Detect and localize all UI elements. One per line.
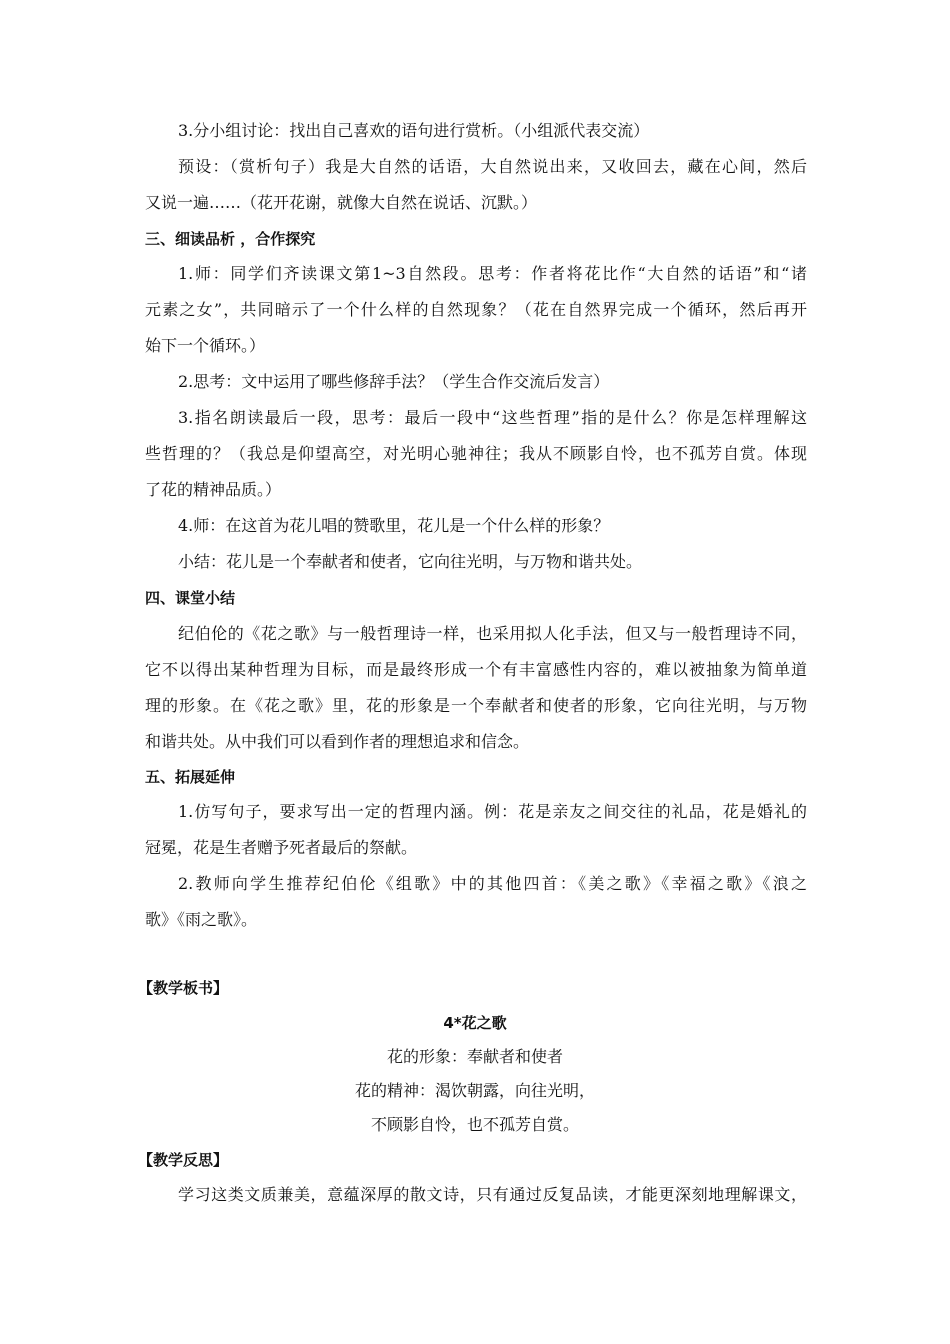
s4-line-3: 理的形象。在《花之歌》里，花的形象是一个奉献者和使者的形象，它向往光明，与万物 xyxy=(145,696,807,715)
section-4-heading: 四、课堂小结 xyxy=(145,589,236,607)
s3-item-3-line-3: 了花的精神品质。） xyxy=(145,480,282,499)
section-3-heading: 三、细读品析 ，合作探究 xyxy=(145,230,316,248)
board-line-3: 不顾影自怜，也不孤芳自赏。 xyxy=(370,1115,579,1134)
board-line-2: 花的精神：渴饮朝露，向往光明， xyxy=(354,1081,595,1100)
preset-line-1: 预设：（赏析句子）我是大自然的话语，大自然说出来，又收回去，藏在心间，然后 xyxy=(178,157,807,176)
s4-line-1: 纪伯伦的《花之歌》与一般哲理诗一样，也采用拟人化手法，但又与一般哲理诗不同， xyxy=(178,624,807,643)
s3-item-1-line-3: 始下一个循环。） xyxy=(145,336,266,355)
s5-item-1-line-1: 1.仿写句子，要求写出一定的哲理内涵。例：花是亲友之间交往的礼品，花是婚礼的 xyxy=(178,802,807,821)
board-title: 4*花之歌 xyxy=(443,1014,507,1032)
reflection-heading: 【教学反思】 xyxy=(138,1151,229,1169)
board-heading: 【教学板书】 xyxy=(138,979,229,997)
preset-line-2: 又说一遍……（花开花谢，就像大自然在说话、沉默。） xyxy=(145,193,538,212)
s4-line-4: 和谐共处。从中我们可以看到作者的理想追求和信念。 xyxy=(145,732,530,751)
s3-item-4: 4.师：在这首为花儿唱的赞歌里，花儿是一个什么样的形象？ xyxy=(178,516,610,535)
board-line-1: 花的形象：奉献者和使者 xyxy=(386,1047,563,1066)
section-5-heading: 五、拓展延伸 xyxy=(145,768,236,786)
s3-item-2: 2.思考：文中运用了哪些修辞手法？（学生合作交流后发言） xyxy=(178,372,610,391)
reflection-line-1: 学习这类文质兼美，意蕴深厚的散文诗，只有通过反复品读，才能更深刻地理解课文， xyxy=(178,1185,807,1204)
s3-summary: 小结：花儿是一个奉献者和使者，它向往光明，与万物和谐共处。 xyxy=(178,552,643,571)
s5-item-2-line-2: 歌》《雨之歌》。 xyxy=(145,910,258,929)
s3-item-3-line-1: 3.指名朗读最后一段，思考：最后一段中“这些哲理”指的是什么？你是怎样理解这 xyxy=(178,408,807,427)
s5-item-1-line-2: 冠冕，花是生者赠予死者最后的祭献。 xyxy=(145,838,418,857)
s3-item-1-line-1: 1.师：同学们齐读课文第1~3自然段。思考：作者将花比作“大自然的话语”和“诸 xyxy=(178,264,807,283)
s3-item-1-line-2: 元素之女”，共同暗示了一个什么样的自然现象？（花在自然界完成一个循环，然后再开 xyxy=(145,300,807,319)
s5-item-2-line-1: 2.教师向学生推荐纪伯伦《组歌》中的其他四首：《美之歌》《幸福之歌》《浪之 xyxy=(178,874,807,893)
s3-item-3-line-2: 些哲理的？（我总是仰望高空，对光明心驰神往；我从不顾影自怜，也不孤芳自赏。体现 xyxy=(145,444,807,463)
step-3-discussion: 3.分小组讨论：找出自己喜欢的语句进行赏析。（小组派代表交流） xyxy=(178,121,650,140)
s4-line-2: 它不以得出某种哲理为目标，而是最终形成一个有丰富感性内容的，难以被抽象为简单道 xyxy=(145,660,807,679)
